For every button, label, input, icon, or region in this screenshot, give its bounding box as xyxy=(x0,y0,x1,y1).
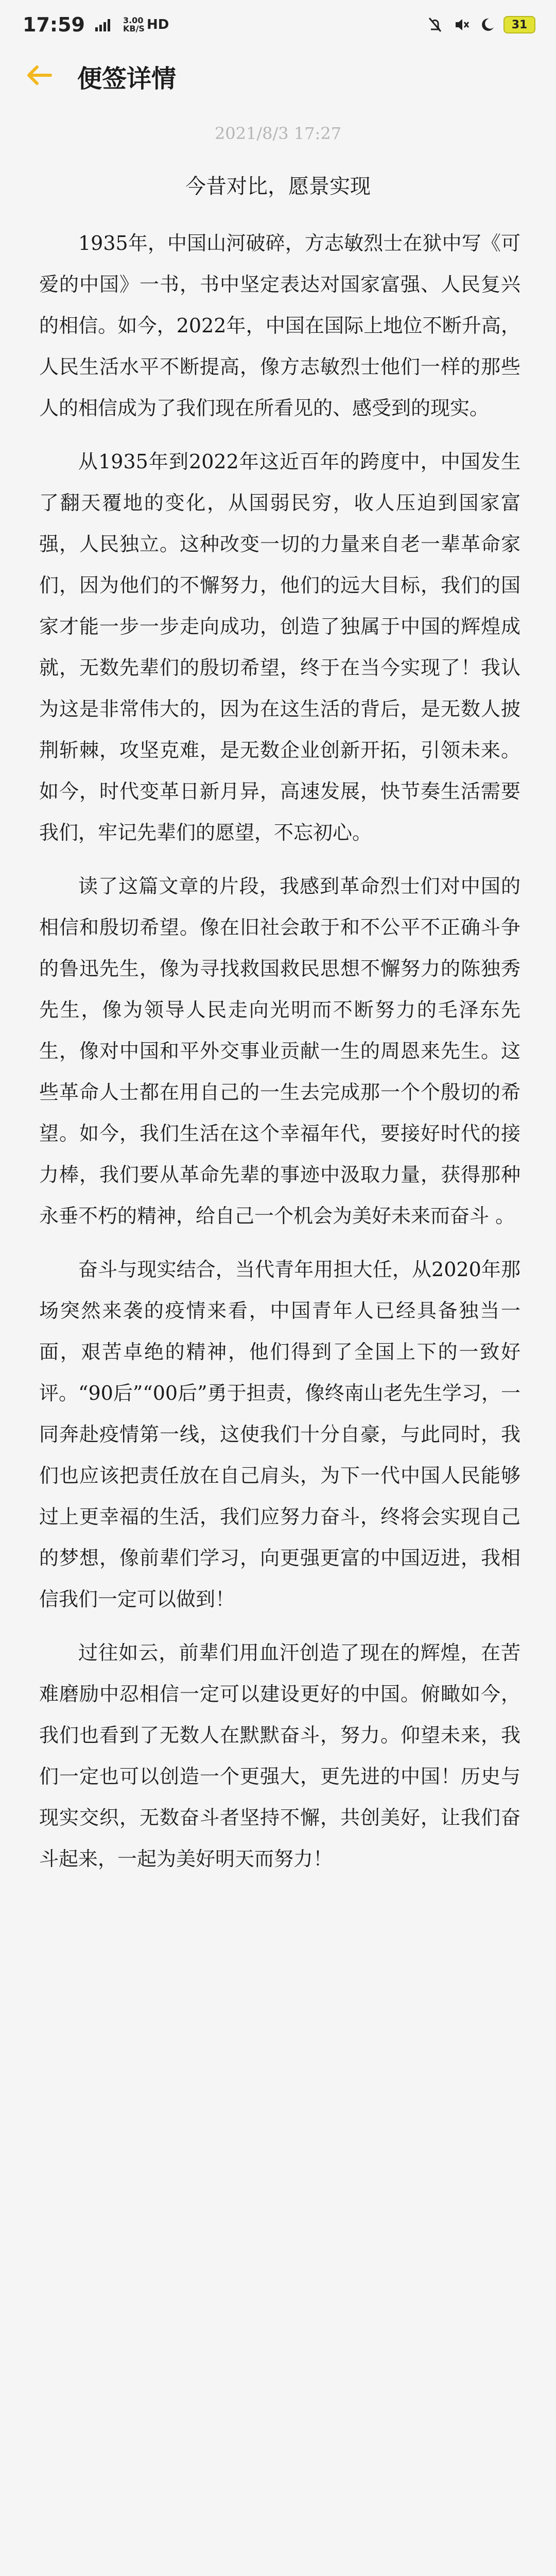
note-date: 2021/8/3 17:27 xyxy=(214,124,342,143)
net-speed-unit: KB/S xyxy=(123,24,145,33)
signal-icon xyxy=(94,17,115,32)
status-bar xyxy=(0,0,556,49)
note-paragraph: 1935年，中国山河破碎，方志敏烈士在狱中写《可爱的中国》一书，书中坚定表达对国家富强、人民复兴的相信。如今，2022年，中国在国际上地位不断升高，人民生活水平不断提高，像方志敏烈士他们一样的那些人的相信成为了我们现在所看见的、感受到的现实。 xyxy=(39,232,520,419)
note-body[interactable] xyxy=(39,223,520,1892)
page-title: 便签详情 xyxy=(77,64,177,93)
note-paragraph: 过往如云，前辈们用血汗创造了现在的辉煌，在苦难磨励中忍相信一定可以建设更好的中国。俯瞰如今，我们也看到了无数人在默默奋斗，努力。仰望未来，我们一定也可以创造一个更强大，更先进的中国！历史与现实交织，无数奋斗者坚持不懈，共创美好，让我们奋斗起来，一起为美好明天而努力！ xyxy=(39,1641,520,1870)
alarm-off-icon xyxy=(426,16,444,33)
status-time: 17:59 xyxy=(23,13,85,36)
status-right xyxy=(417,16,535,33)
back-button[interactable] xyxy=(13,50,65,102)
note-title[interactable]: 今昔对比，愿景实现 xyxy=(185,175,371,198)
net-speed-value: 3.00 xyxy=(123,15,144,25)
hd-badge: HD xyxy=(146,17,169,32)
net-speed xyxy=(123,16,145,33)
arrow-left-icon xyxy=(26,65,53,88)
title-bar xyxy=(0,49,556,103)
note-paragraph: 奋斗与现实结合，当代青年用担大任，从2020年那场突然来袭的疫情来看，中国青年人已经具备独当一面，艰苦卓绝的精神，他们得到了全国上下的一致好评。“90后”“00后”勇于担责，像终南山老先生学习，一同奔赴疫情第一线，这使我们十分自豪，与此同时，我们也应该把责任放在自己肩头，为下一代中国人民能够过上更幸福的生活，我们应努力奋斗，终将会实现自己的梦想，像前辈们学习，向更强更富的中国迈进，我相信我们一定可以做到！ xyxy=(39,1258,520,1611)
note-paragraph: 读了这篇文章的片段，我感到革命烈士们对中国的相信和殷切希望。像在旧社会敢于和不公平不正确斗争的鲁迅先生，像为寻找救国救民思想不懈努力的陈独秀先生，像为领导人民走向光明而不断努力的毛泽东先生，像对中国和平外交事业贡献一生的周恩来先生。这些革命人士都在用自己的一生去完成那一个个殷切的希望。如今，我们生活在这个幸福年代，要接好时代的接力棒，我们要从革命先辈的事迹中汲取力量，获得那种永垂不朽的精神，给自己一个机会为美好未来而奋斗 。 xyxy=(39,875,520,1227)
battery-indicator: 31 xyxy=(503,16,535,33)
moon-icon xyxy=(480,17,495,32)
mute-icon xyxy=(453,16,471,33)
note-paragraph: 从1935年到2022年这近百年的跨度中，中国发生了翻天覆地的变化，从国弱民穷，收人压迫到国家富强，人民独立。这种改变一切的力量来自老一辈革命家们，因为他们的不懈努力，他们的远大目标，我们的国家才能一步一步走向成功，创造了独属于中国的辉煌成就，无数先辈们的殷切希望，终于在当今实现了！我认为这是非常伟大的，因为在这生活的背后，是无数人披荆斩棘，攻坚克难，是无数企业创新开拓，引领未来。如今，时代变革日新月异，高速发展，快节奏生活需要我们，牢记先辈们的愿望，不忘初心。 xyxy=(39,450,520,844)
status-left xyxy=(23,13,169,36)
